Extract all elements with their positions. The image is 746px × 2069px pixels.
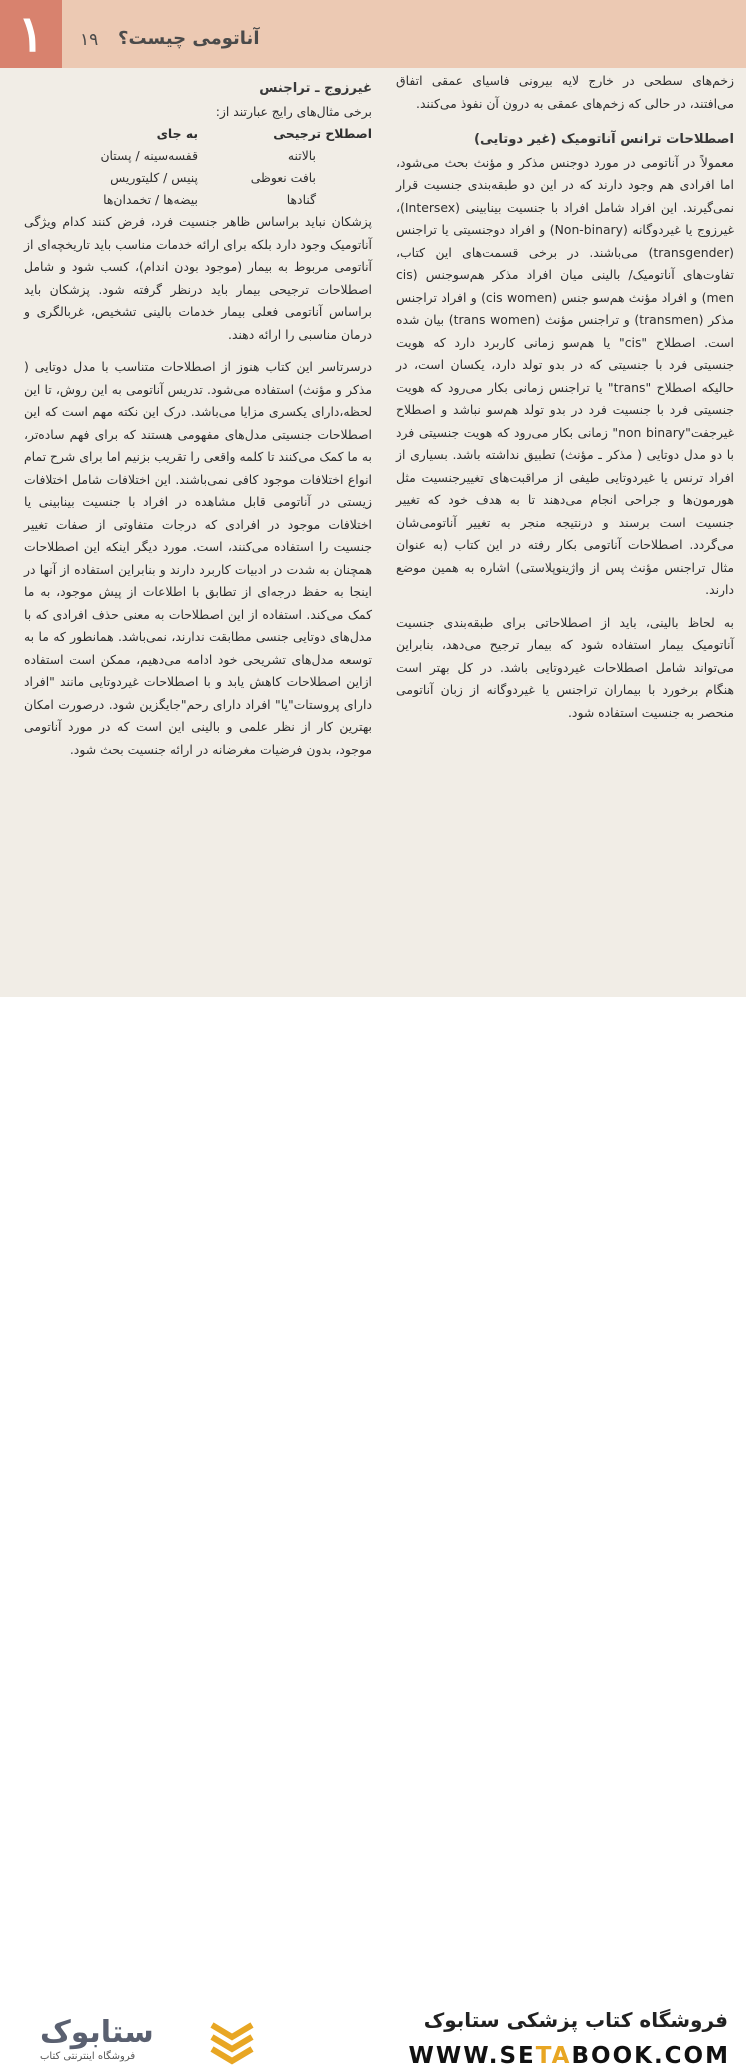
section-heading: غیرزوج ـ تراجنس [259,81,372,96]
chapter-number: ۱ [17,4,45,63]
table-row [24,167,372,189]
body-paragraph: به لحاظ بالینی، باید از اصطلاحاتی برای طبقه‌بندی جنسیت آناتومیک بیمار استفاده شود که بیمار ترجیح می‌دهد، بنابراین می‌تواند شامل اصطلاحات غیردوتایی باشد. در کل بهتر است هنگام برخورد با بیماران تراجنس یا غیردوگانه از زبان آناتومی منحصر به جنسیت استفاده شود. [396,614,734,720]
page-number: ۱۹ [80,30,99,50]
left-column [24,78,372,761]
store-name: فروشگاه کتاب پزشکی ستابوک [423,2008,728,2032]
table-cell: بیضه‌ها / تخمدان‌ها [103,192,198,207]
book-page [0,0,746,997]
table-intro: برخی مثال‌های رایج عبارتند از: [215,103,372,119]
table-cell: قفسه‌سینه / پستان [100,148,198,163]
table-header-row [24,123,372,145]
table-row [24,145,372,167]
table-cell: بافت نعوظی [250,170,316,185]
table-cell: پنیس / کلیتوریس [110,170,198,185]
url-highlight: TA [535,2043,572,2069]
running-title: آناتومی چیست؟ [118,28,260,49]
section-heading: اصطلاحات ترانس آناتومیک (غیر دوتایی) [474,132,734,147]
body-paragraph: درسرتاسر این کتاب هنوز از اصطلاحات متناسب با مدل دوتایی ( مذکر و مؤنث) استفاده می‌شود. تدریس آناتومی به این روش، تا این لحظه،دارای یکسری مزایا می‌باشد. درک این نکته مهم است که این اصطلاحات جنسیتی مدل‌های مفهومی هستند که برای فهم ساده‌تر، به ما کمک می‌کنند تا کلمه واقعی را تقریب بزنیم اما برای شرح تمام انواع اختلافات موجود کافی نمی‌باشند. این اختلافات شامل اختلافات زیستی در آناتومی قابل مشاهده در افراد با جنسیت بینابینی یا اختلافات موجود در افرادی که درجات متفاوتی از صفات تغییر جنسیت را استفاده می‌کنند، است. مورد دیگر اینکه این اصطلاحات همچنان به شدت در ادبیات کاربرد دارند و بنابراین استفاده از آنها در اینجا به حفظ درجه‌ای از تطابق با اطلاعات از پیش موجود، به ما کمک می‌کند. استفاده از این اصطلاحات به معنی حذف افرادی که با مدل‌های دوتایی جنسی مطابقت ندارند، نمی‌باشد. همانطور که ما به توسعه مدل‌های تشریحی خود ادامه می‌دهیم، ممکن است استفاده ازاین اصطلاحات کاهش یابد و با اصطلاحات غیردوتایی مانند "افراد دارای پروستات"یا" افراد دارای رحم"جایگزین شود. درصورت امکان بهترین کار از نظر علمی و بالینی این است که در مورد آناتومی موجود، بدون فرضیات مغرضانه در ارائه جنسیت بحث شود. [24,359,372,757]
url-suffix: BOOK.COM [571,2043,730,2069]
table-header-cell: اصطلاح ترجیحی [273,126,372,141]
terms-table [24,123,372,211]
store-footer [0,997,746,2069]
body-paragraph: پزشکان نباید براساس ظاهر جنسیت فرد، فرض کنند کدام ویژگی آناتومیک وجود دارد بلکه برای ارائه خدمات مناسب باید تاریخچه‌ای از آناتومی مربوط به بیمار (موجود بودن اندام)، کسب شود و شامل اصطلاحات ترجیحی بیمار باید درنظر گرفته شود. پزشکان باید براساس آناتومی فعلی بیمار خدمات بالینی تشخیص، غربالگری و درمان مناسبی را ارائه دهند. [24,214,372,342]
table-cell: بالاتنه [287,148,316,163]
table-row [24,189,372,211]
chevron-stack-icon [208,2017,256,2065]
body-paragraph: معمولاً در آناتومی در مورد دوجنس مذکر و مؤنث بحث می‌شود، اما افرادی هم وجود دارند که در این دو طبقه‌بندی جنسیت قرار نمی‌گیرند. این افراد شامل افراد با جنسیت بینابینی (Intersex)، غیرزوج یا غیردوگانه (Non-binary) و افراد دوجنسیتی یا تراجنس (transgender) می‌باشند. در برخی قسمت‌های این کتاب، تفاوت‌های آناتومیک/ بالینی میان افراد مذکر هم‌سوجنس (cis men) و افراد مؤنث هم‌سو جنس (cis women) و افراد تراجنس مذکر (transmen) و تراجنس مؤنث (trans women) بیان شده است. اصطلاح "cis" یا هم‌سو زمانی کاربرد دارد که هویت جنسیتی فرد با جنسیتی که در بدو تولد دارد، یکسان است، در حالیکه اصطلاح "trans" یا تراجنس زمانی بکار می‌رود که هویت جنسیتی فرد با جنسیت فرد در بدو تولد هم‌سو نباشد و اصطلاح غیرجفت"non binary" زمانی بکار می‌رود که هویت جنسیتی فرد با دو مدل دوتایی ( مذکر ـ مؤنث) تطبیق نداشته باشد. بسیاری از افراد ترنس یا غیردوتایی طیفی از مراقبت‌های تغییرجنسیت مثل هورمون‌ها و جراحی انجام می‌دهند تا به هدف خود که تغییر جنسیت است برسند و درنتیجه منجر به تغییر آناتومی‌شان می‌گردد. اصطلاحات آناتومی بکار رفته در این کتاب (به عنوان مثال تراجنس مؤنث پس از واژینوپلاستی) اشاره به همین موضع دارند. [396,154,735,597]
url-prefix: WWW.SE [408,2043,536,2069]
logo-wordmark: ستابوک [40,2015,154,2050]
page-header [0,0,746,68]
table-header-cell: به جای [156,126,198,141]
store-url-link[interactable] [409,2043,730,2069]
intro-paragraph: زخم‌های سطحی در خارج لایه بیرونی فاسیای عمقی اتفاق می‌افتند، در حالی که زخم‌های عمقی به درون آن نفوذ می‌کنند. [396,73,734,111]
chapter-tab [0,0,62,68]
right-column [396,70,734,724]
table-cell: گنادها [286,192,316,207]
logo-subtitle: فروشگاه اینترنتی کتاب [40,2051,136,2062]
store-logo[interactable] [22,2011,192,2063]
